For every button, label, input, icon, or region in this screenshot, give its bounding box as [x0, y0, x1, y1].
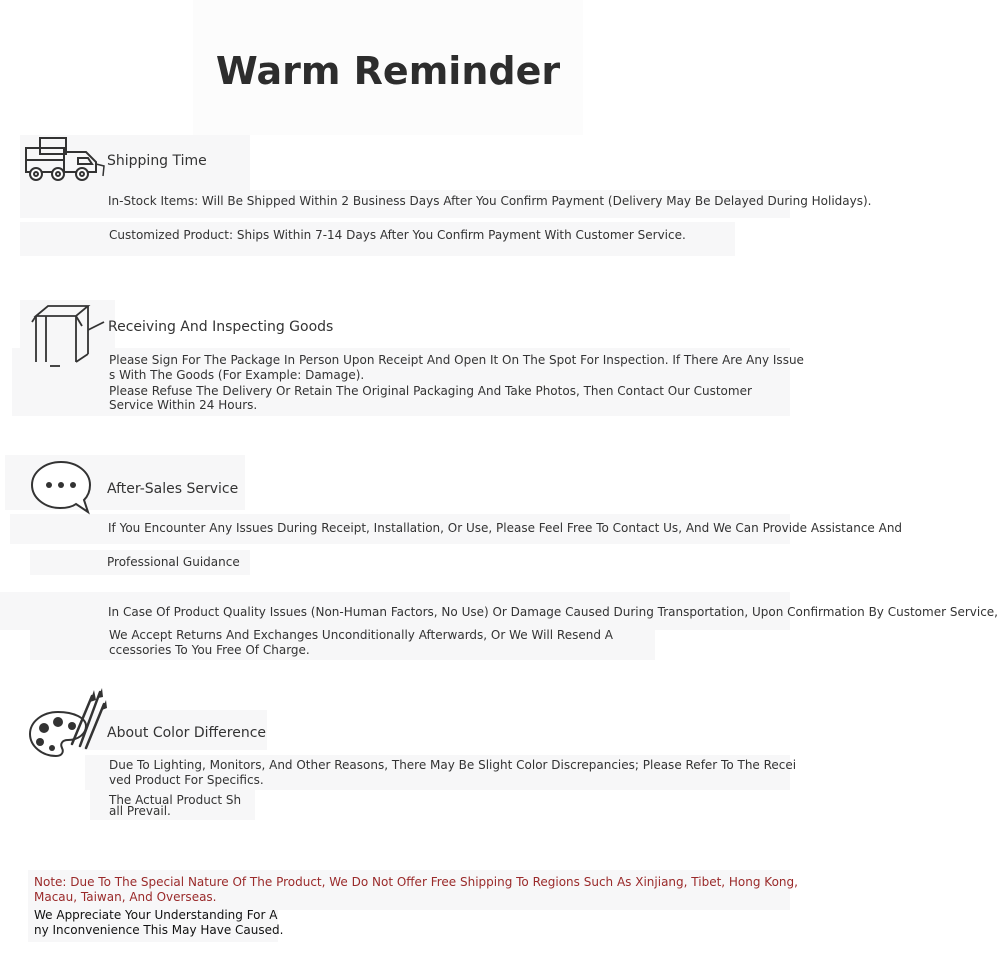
receiving-text-1b: s With The Goods (For Example: Damage).	[109, 368, 365, 382]
after-sales-text-4b: ccessories To You Free Of Charge.	[109, 643, 310, 657]
after-sales-text-1: If You Encounter Any Issues During Receipt, Installation, Or Use, Please Feel Free To Contact Us, And We Can Provide Assistance And	[108, 521, 903, 535]
after-sales-text-4a: We Accept Returns And Exchanges Unconditionally Afterwards, Or We Will Resend A	[109, 628, 613, 642]
truck-icon	[24, 136, 106, 184]
receiving-text-2b: Service Within 24 Hours.	[109, 398, 258, 412]
section-heading-shipping: Shipping Time	[107, 153, 207, 169]
shipping-instock-text: In-Stock Items: Will Be Shipped Within 2 Business Days After You Confirm Payment (Delivery May Be Delayed During Holidays).	[108, 194, 872, 208]
section-heading-receiving: Receiving And Inspecting Goods	[108, 319, 334, 335]
shipping-custom-text: Customized Product: Ships Within 7-14 Days After You Confirm Payment With Customer Service.	[109, 228, 686, 242]
after-sales-text-2: Professional Guidance	[107, 555, 240, 569]
chat-bubble-icon	[30, 460, 94, 516]
color-text-2a: The Actual Product Sh	[109, 793, 242, 807]
receiving-text-1a: Please Sign For The Package In Person Upon Receipt And Open It On The Spot For Inspection. If There Are Any Issue	[109, 353, 804, 367]
box-icon	[30, 302, 108, 370]
after-sales-text-3: In Case Of Product Quality Issues (Non-Human Factors, No Use) Or Damage Caused During Transportation, Upon Confirmation By Customer Service,	[108, 605, 998, 619]
note-text-3a: We Appreciate Your Understanding For A	[34, 908, 278, 922]
color-text-1b: ved Product For Specifics.	[109, 773, 264, 787]
receiving-text-2a: Please Refuse The Delivery Or Retain The Original Packaging And Take Photos, Then Contact Our Customer	[109, 384, 752, 398]
note-text-3b: ny Inconvenience This May Have Caused.	[34, 923, 284, 937]
section-heading-after-sales: After-Sales Service	[107, 481, 239, 497]
color-text-1a: Due To Lighting, Monitors, And Other Reasons, There May Be Slight Color Discrepancies; Please Refer To The Recei	[109, 758, 797, 772]
page-title: Warm Reminder	[193, 0, 583, 135]
note-text-1: Note: Due To The Special Nature Of The Product, We Do Not Offer Free Shipping To Regions Such As Xinjiang, Tibet, Hong Kong,	[34, 875, 798, 889]
note-text-2: Macau, Taiwan, And Overseas.	[34, 890, 217, 904]
palette-icon	[28, 688, 108, 760]
color-text-2b: all Prevail.	[109, 804, 171, 818]
section-heading-color: About Color Difference	[107, 725, 267, 741]
